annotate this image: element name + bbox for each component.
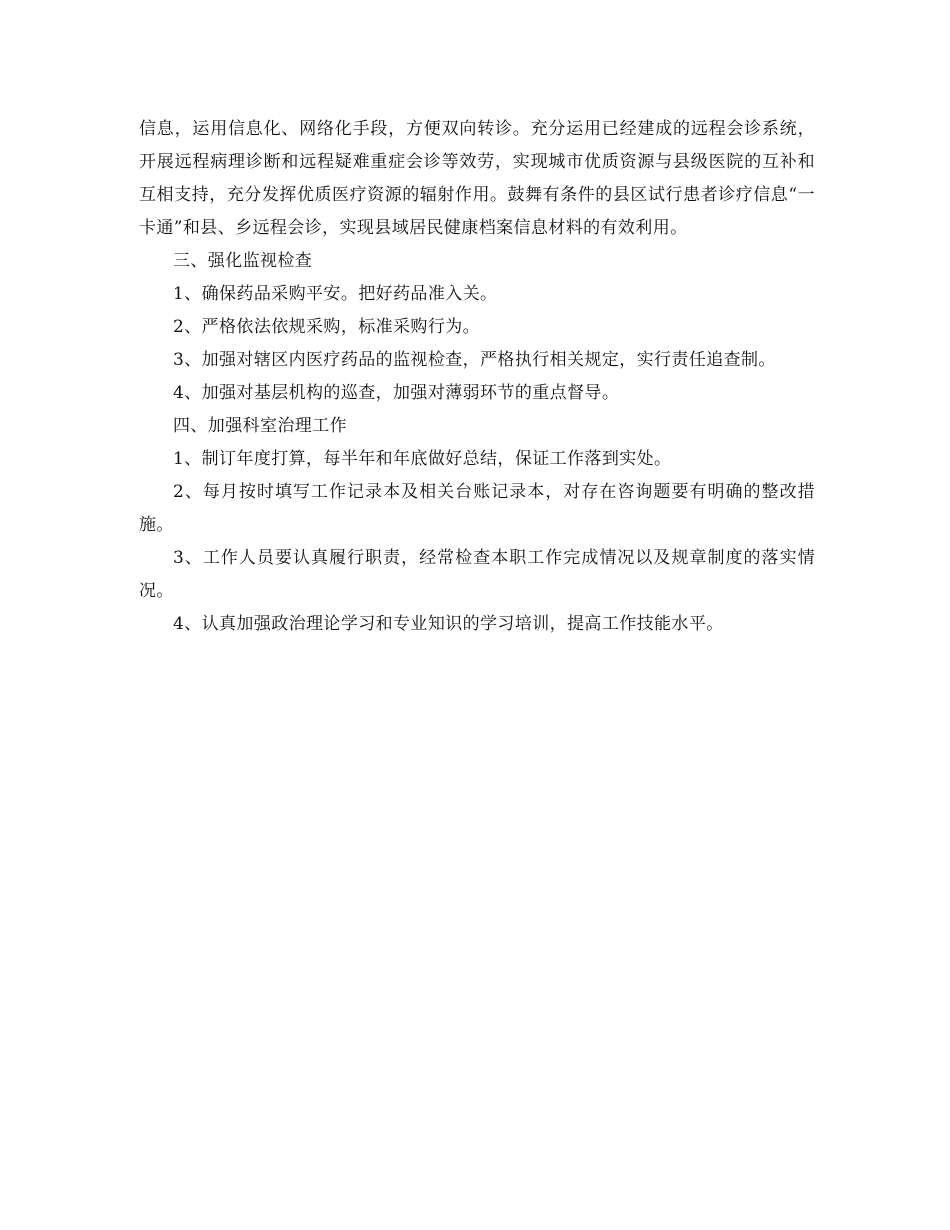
section-heading-4: 四、加强科室治理工作 <box>173 416 347 436</box>
list-item: 3、加强对辖区内医疗药品的监视检查，严格执行相关规定，实行责任追查制。 <box>173 350 776 370</box>
list-item: 4、认真加强政治理论学习和专业知识的学习培训，提高工作技能水平。 <box>173 614 724 634</box>
list-item: 1、确保药品采购平安。把好药品准入关。 <box>173 284 498 304</box>
document-body <box>139 113 815 641</box>
list-item: 1、制订年度打算，每半年和年底做好总结，保证工作落到实处。 <box>173 449 672 469</box>
paragraph-continuation: 信息，运用信息化、网络化手段，方便双向转诊。充分运用已经建成的远程会诊系统，开展远程病理诊断和远程疑难重症会诊等效劳，实现城市优质资源与县级医院的互补和互相支持，充分发挥优质医疗资源的辐射作用。鼓舞有条件的县区试行患者诊疗信息“一卡通”和县、乡远程会诊，实现县域居民健康档案信息材料的有效利用。 <box>139 119 815 238</box>
list-item: 2、每月按时填写工作记录本及相关台账记录本，对存在咨询题要有明确的整改措施。 <box>139 482 815 535</box>
list-item: 4、加强对基层机构的巡查，加强对薄弱环节的重点督导。 <box>173 383 620 403</box>
list-item: 3、工作人员要认真履行职责，经常检查本职工作完成情况以及规章制度的落实情况。 <box>139 548 815 601</box>
list-item: 2、严格依法依规采购，标准采购行为。 <box>173 317 481 337</box>
section-heading-3: 三、强化监视检查 <box>173 251 313 271</box>
